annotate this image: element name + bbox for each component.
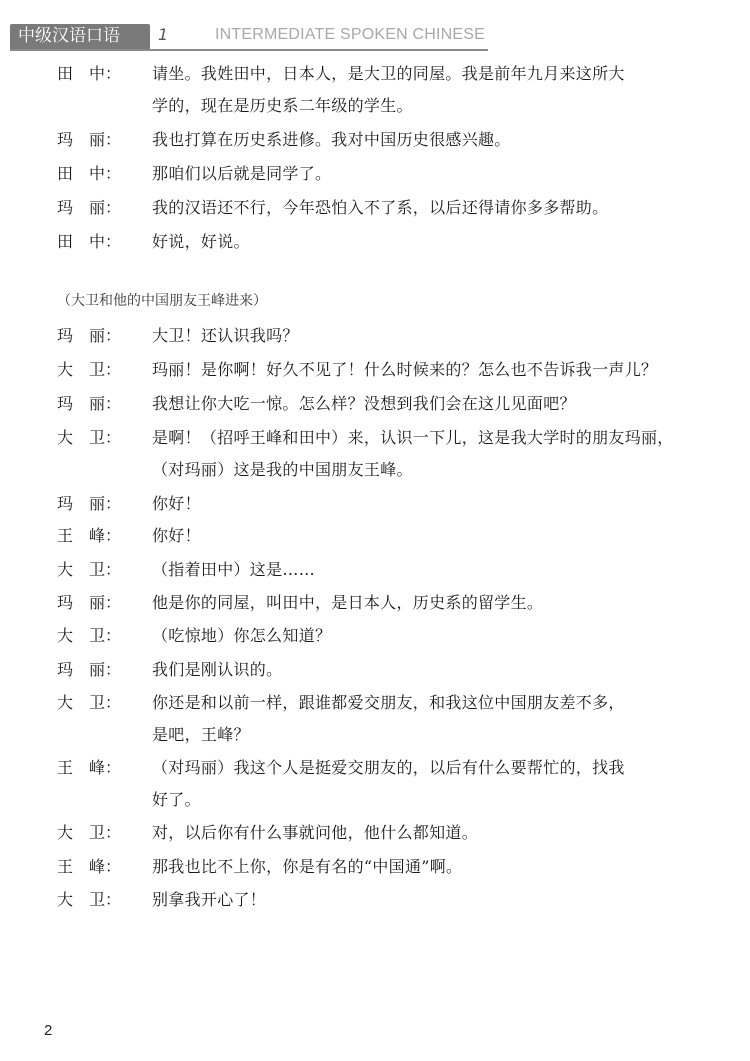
dialogue-text: 请坐。我姓田中，日本人，是大卫的同屋。我是前年九月来这所大 xyxy=(152,64,625,83)
dialogue-text: 那咱们以后就是同学了。 xyxy=(152,164,332,183)
dialogue-text: 大卫！还认识我吗？ xyxy=(152,326,299,345)
dialogue-line xyxy=(0,588,750,618)
dialogue-text: 我想让你大吃一惊。怎么样？没想到我们会在这儿见面吧？ xyxy=(152,394,576,413)
dialogue-text: 你还是和以前一样，跟谁都爱交朋友，和我这位中国朋友差不多， xyxy=(152,693,625,712)
speaker-label: 玛 丽： xyxy=(57,394,122,413)
dialogue-line xyxy=(0,521,750,551)
dialogue-line xyxy=(0,389,750,419)
dialogue-line xyxy=(0,91,750,121)
speaker-label: 大 卫： xyxy=(57,360,122,379)
lesson-number: 1 xyxy=(158,25,169,44)
dialogue-text: 他是你的同屋，叫田中，是日本人，历史系的留学生。 xyxy=(152,593,544,612)
dialogue-text: 我们是刚认识的。 xyxy=(152,660,283,679)
dialogue-line xyxy=(0,655,750,685)
speaker-label: 田 中： xyxy=(57,64,122,83)
dialogue-line xyxy=(0,455,750,485)
dialogue-line xyxy=(0,785,750,815)
dialogue-text: 你好！ xyxy=(152,526,201,545)
stage-direction: （大卫和他的中国朋友王峰进来） xyxy=(57,293,267,309)
dialogue-text: 是啊！（招呼王峰和田中）来，认识一下儿，这是我大学时的朋友玛丽， xyxy=(152,428,674,447)
dialogue-text: 那我也比不上你，你是有名的“中国通”啊。 xyxy=(152,857,463,876)
dialogue-line xyxy=(0,720,750,750)
speaker-label: 王 峰： xyxy=(57,758,122,777)
dialogue-line xyxy=(0,159,750,189)
dialogue-text: 我的汉语还不行，今年恐怕入不了系，以后还得请你多多帮助。 xyxy=(152,198,609,217)
dialogue-text: 我也打算在历史系进修。我对中国历史很感兴趣。 xyxy=(152,130,511,149)
speaker-label: 玛 丽： xyxy=(57,198,122,217)
dialogue-text: 你好！ xyxy=(152,494,201,513)
dialogue-line xyxy=(0,489,750,519)
dialogue-line xyxy=(0,321,750,351)
english-title: INTERMEDIATE SPOKEN CHINESE xyxy=(215,26,486,43)
dialogue-text: 别拿我开心了！ xyxy=(152,890,267,909)
dialogue-line xyxy=(0,59,750,89)
speaker-label: 大 卫： xyxy=(57,823,122,842)
speaker-label: 玛 丽： xyxy=(57,326,122,345)
speaker-label: 王 峰： xyxy=(57,857,122,876)
book-title-tab: 中级汉语口语 xyxy=(10,24,150,49)
dialogue-text: （吃惊地）你怎么知道？ xyxy=(152,626,332,645)
running-header xyxy=(0,18,490,50)
dialogue-line xyxy=(0,688,750,718)
dialogue-text: 玛丽！是你啊！好久不见了！什么时候来的？怎么也不告诉我一声儿？ xyxy=(152,360,658,379)
dialogue-line xyxy=(0,555,750,585)
header-rule xyxy=(10,49,488,51)
speaker-label: 大 卫： xyxy=(57,890,122,909)
dialogue-line xyxy=(0,125,750,155)
dialogue-text: （对玛丽）这是我的中国朋友王峰。 xyxy=(152,460,413,479)
dialogue-text: 好说，好说。 xyxy=(152,232,250,251)
dialogue-line xyxy=(0,193,750,223)
speaker-label: 大 卫： xyxy=(57,693,122,712)
dialogue-text: （对玛丽）我这个人是挺爱交朋友的，以后有什么要帮忙的，找我 xyxy=(152,758,625,777)
dialogue-line xyxy=(0,818,750,848)
dialogue-text: 对，以后你有什么事就问他，他什么都知道。 xyxy=(152,823,479,842)
speaker-label: 玛 丽： xyxy=(57,593,122,612)
dialogue-line xyxy=(0,227,750,257)
speaker-label: 大 卫： xyxy=(57,626,122,645)
speaker-label: 田 中： xyxy=(57,164,122,183)
dialogue-text: 好了。 xyxy=(152,790,201,809)
speaker-label: 王 峰： xyxy=(57,526,122,545)
stage-direction-line xyxy=(0,286,750,316)
speaker-label: 大 卫： xyxy=(57,428,122,447)
dialogue-text: 学的，现在是历史系二年级的学生。 xyxy=(152,96,413,115)
dialogue-line xyxy=(0,852,750,882)
speaker-label: 田 中： xyxy=(57,232,122,251)
page-number: 2 xyxy=(44,1022,53,1039)
speaker-label: 玛 丽： xyxy=(57,660,122,679)
dialogue-text: 是吧，王峰？ xyxy=(152,725,250,744)
speaker-label: 玛 丽： xyxy=(57,130,122,149)
speaker-label: 大 卫： xyxy=(57,560,122,579)
dialogue-line xyxy=(0,621,750,651)
dialogue-line xyxy=(0,423,750,453)
dialogue-line xyxy=(0,753,750,783)
dialogue-line xyxy=(0,355,750,385)
dialogue-line xyxy=(0,885,750,915)
dialogue-text: （指着田中）这是…… xyxy=(152,560,316,579)
speaker-label: 玛 丽： xyxy=(57,494,122,513)
